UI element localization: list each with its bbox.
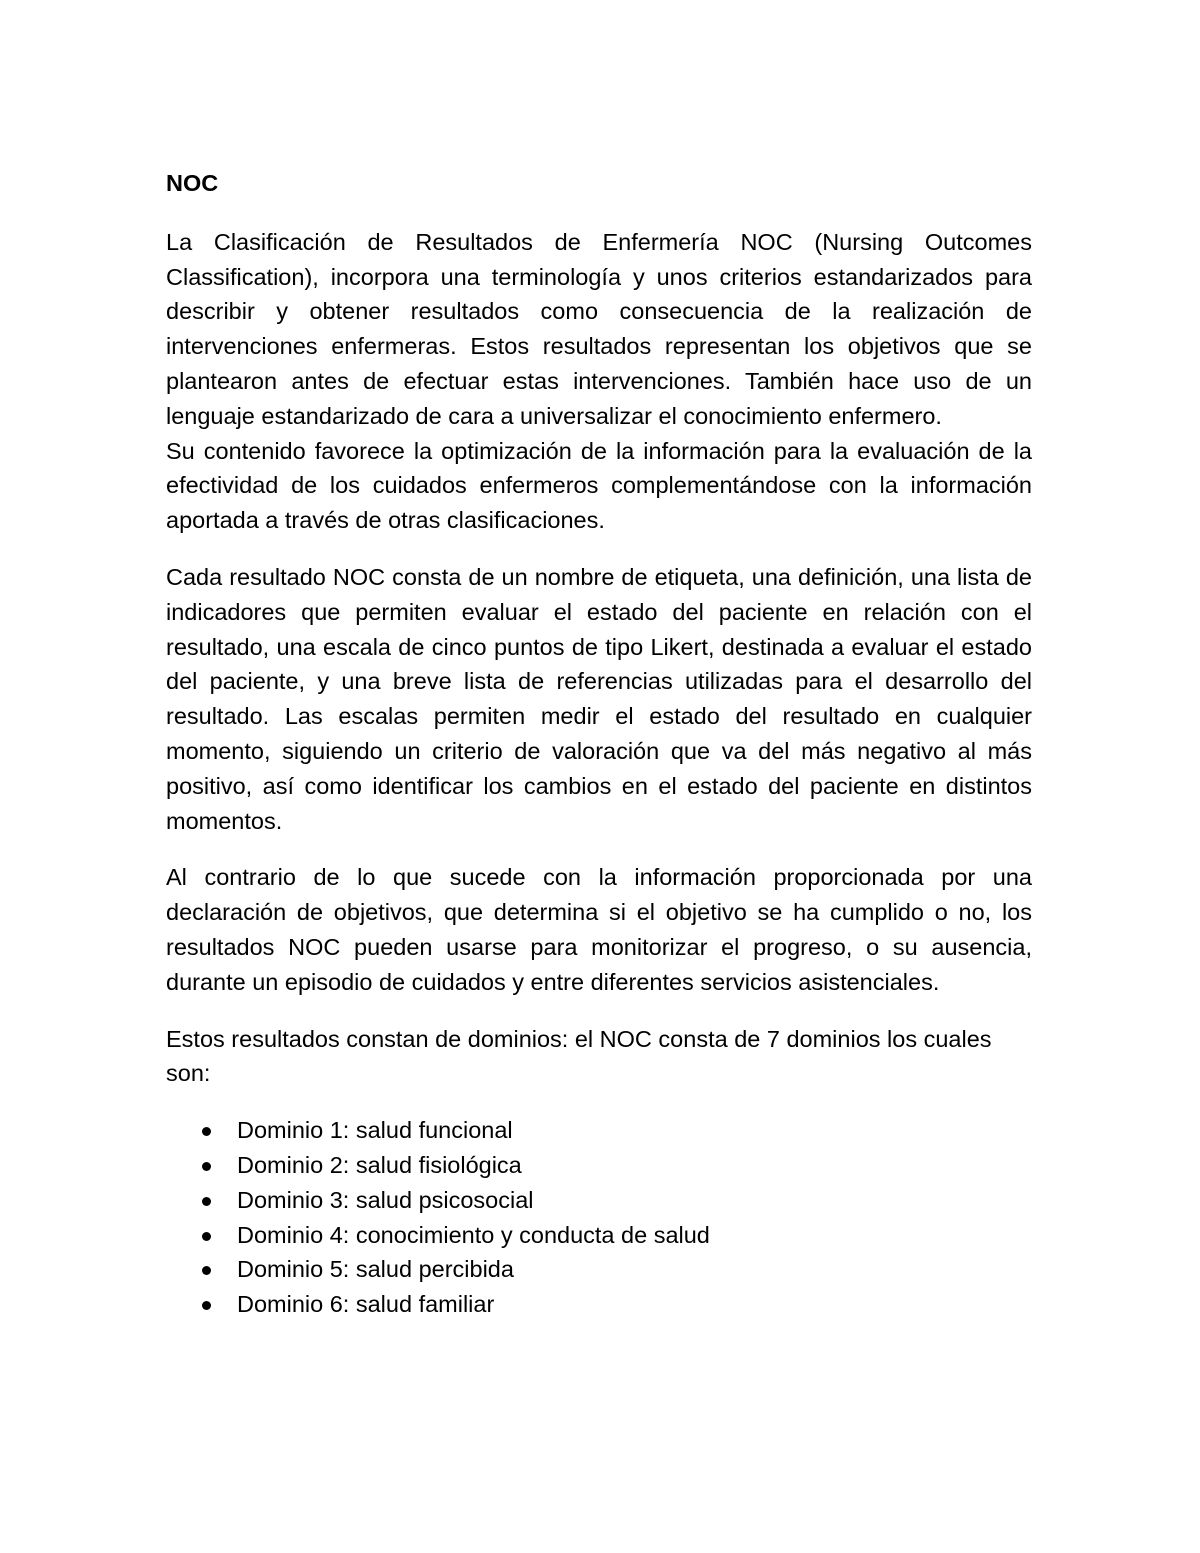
domain-list bbox=[166, 1113, 1032, 1322]
list-item bbox=[166, 1113, 1032, 1148]
bullet-icon bbox=[202, 1162, 211, 1171]
list-item bbox=[166, 1287, 1032, 1322]
list-item bbox=[166, 1218, 1032, 1253]
bullet-icon bbox=[202, 1127, 211, 1136]
domain-label: Dominio 3: salud psicosocial bbox=[237, 1186, 534, 1213]
paragraph-comparison: Al contrario de lo que sucede con la información proporcionada por una declaración de objetivos, que determina si el objetivo se ha cumplido o no, los resultados NOC pueden usarse para monitorizar el progreso, o su ausencia, durante un episodio de cuidados y entre diferentes servicios asistenciales. bbox=[166, 864, 1032, 995]
domain-label: Dominio 1: salud funcional bbox=[237, 1117, 513, 1144]
list-item bbox=[166, 1252, 1032, 1287]
document-title: NOC bbox=[166, 170, 219, 196]
domain-label: Dominio 5: salud percibida bbox=[237, 1256, 514, 1283]
paragraph-content: Su contenido favorece la optimización de la información para la evaluación de la efectividad de los cuidados enfermeros complementándose con la información aportada a través de otras clasificaciones. bbox=[166, 437, 1032, 534]
domain-label: Dominio 4: conocimiento y conducta de salud bbox=[237, 1221, 710, 1248]
bullet-icon bbox=[202, 1197, 211, 1206]
domain-label: Dominio 2: salud fisiológica bbox=[237, 1151, 522, 1178]
list-item bbox=[166, 1148, 1032, 1183]
bullet-icon bbox=[202, 1232, 211, 1241]
bullet-icon bbox=[202, 1266, 211, 1275]
bullet-icon bbox=[202, 1301, 211, 1310]
paragraph-structure: Cada resultado NOC consta de un nombre de etiqueta, una definición, una lista de indicadores que permiten evaluar el estado del paciente en relación con el resultado, una escala de cinco puntos de tipo Likert, destinada a evaluar el estado del paciente, y una breve lista de referencias utilizadas para el desarrollo del resultado. Las escalas permiten medir el estado del resultado en cualquier momento, siguiendo un criterio de valoración que va del más negativo al más positivo, así como identificar los cambios en el estado del paciente en distintos momentos. bbox=[166, 563, 1032, 834]
paragraph-intro: La Clasificación de Resultados de Enfermería NOC (Nursing Outcomes Classification), incorpora una terminología y unos criterios estandarizados para describir y obtener resultados como consecuencia de la realización de intervenciones enfermeras. Estos resultados representan los objetivos que se plantearon antes de efectuar estas intervenciones. También hace uso de un lenguaje estandarizado de cara a universalizar el conocimiento enfermero. bbox=[166, 228, 1032, 429]
domain-label: Dominio 6: salud familiar bbox=[237, 1291, 495, 1318]
document-body bbox=[166, 166, 1032, 1322]
paragraph-domains-intro: Estos resultados constan de dominios: el NOC consta de 7 dominios los cuales son: bbox=[166, 1025, 992, 1087]
list-item bbox=[166, 1183, 1032, 1218]
